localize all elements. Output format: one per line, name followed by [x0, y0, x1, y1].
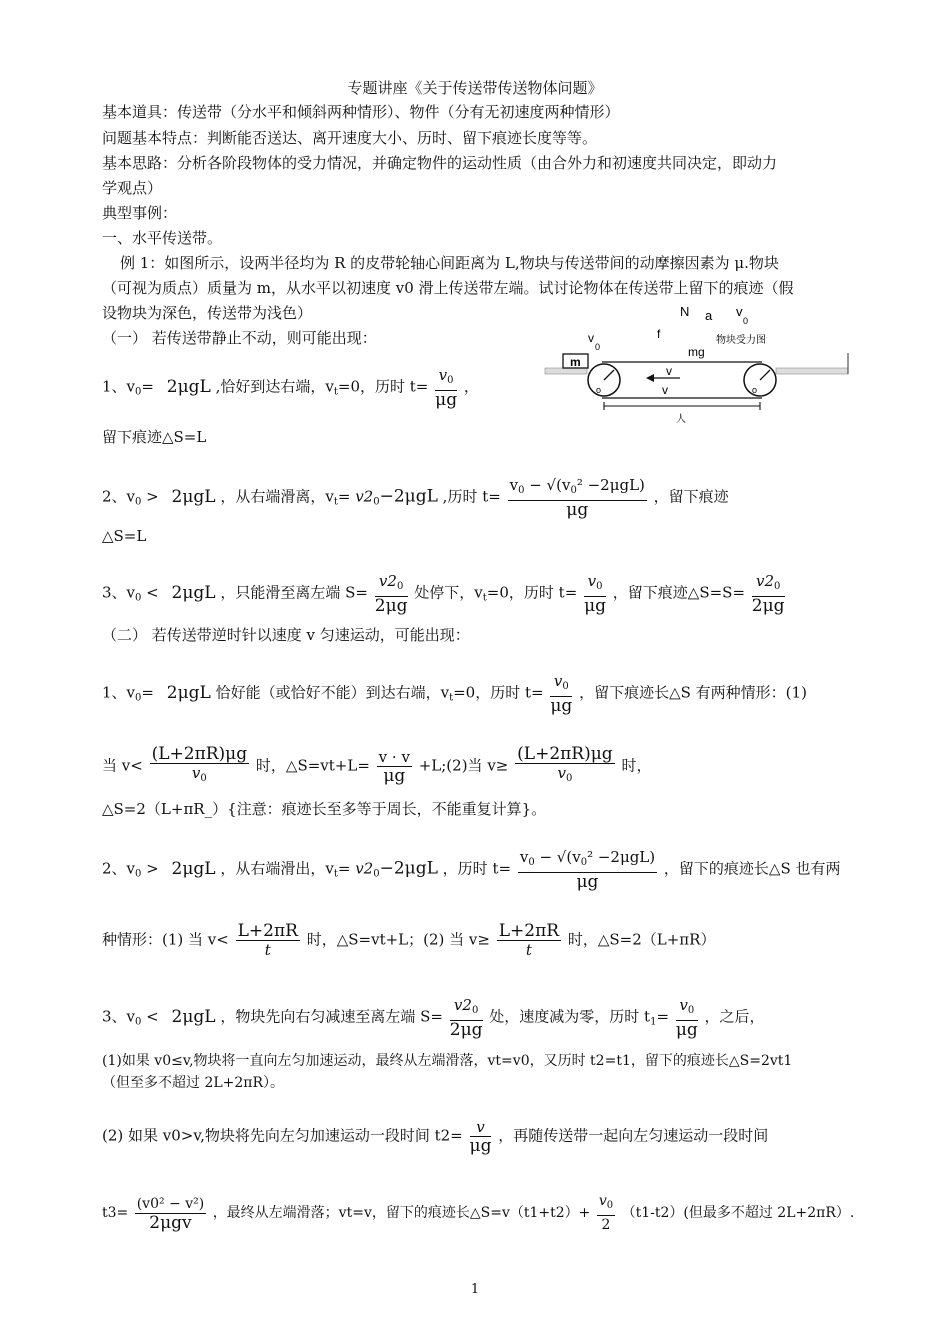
block-m-label: m: [570, 355, 581, 369]
ground-right: [776, 368, 848, 374]
diagram-v0-left-sub: 0: [595, 342, 601, 352]
case1-line1-trace: 留下痕迹△S=L: [102, 428, 207, 446]
case1-line1: 1、$v_0= 2\mu gL$ ,恰好到达右端，$v_t=0$，历时 t= $\frac{v_0}{\mu g}$ ，: [102, 366, 479, 410]
diagram-caption: 物块受力图: [716, 335, 766, 346]
example1-line1: 例 1：如图所示，设两半径均为 R 的皮带轮轴心间距离为 L,物块与传送带间的动摩擦因素为 μ.物块: [120, 254, 779, 272]
intro-features: 问题基本特点：判断能否送达、离开速度大小、历时、留下痕迹长度等等。: [102, 129, 598, 147]
case1-line2-trace: △S=L: [102, 527, 147, 545]
belt-speed-label: v: [662, 383, 668, 397]
diagram-v0-top-sub: 0: [743, 316, 749, 326]
case2-line3: 3、$v_0 < 2\mu gL$ ，物块先向右匀减速至离左端 S= $\frac{v2_0}{2\mu g}$ 处，速度减为零，历时 $t_1=$ $\frac{v_0}{\mu g}$ ，之后，: [102, 996, 765, 1040]
ground-left: [545, 368, 587, 374]
page-number: 1: [470, 1282, 480, 1297]
example1-line2: （可视为质点）质量为 m，从水平以初速度 v0 滑上传送带左端。试讨论物体在传送带上留下的痕迹（假: [102, 279, 794, 297]
case1-line2: 2、$v_0 > 2\mu gL$ ，从右端滑离，$v_t= v2_0-2\mu gL$ ,历时 t= $\frac{v_0 - √(v_0^2 -2\mu gL)}{\mu g}$ ，留下痕迹: [102, 476, 729, 520]
diagram-N: N: [680, 304, 690, 319]
diagram-v0-top: v: [736, 304, 743, 319]
case2-line1c: △S=2（L+πR_）{注意：痕迹长至多等于周长，不能重复计算}。: [102, 800, 547, 818]
example1-line3: 设物块为深色，传送带为浅色）: [102, 304, 313, 322]
case2-line1: 1、$v_0= 2\mu gL$ 恰好能（或恰好不能）到达右端，$v_t=0$，历时 t= $\frac{v_0}{\mu g}$ ，留下痕迹长△S 有两种情形：(1): [102, 672, 807, 716]
person-label: 人: [676, 414, 686, 425]
intro-tools: 基本道具：传送带（分水平和倾斜两种情形）、物件（分有无初速度两种情形）: [102, 103, 620, 121]
case2-p2: (2) 如果 v0>v,物块将先向左匀加速运动一段时间 t2= $\frac{v}{\mu g}$ ，再随传送带一起向左匀速运动一段时间: [102, 1118, 769, 1156]
diagram-f: f: [657, 327, 661, 341]
intro-examples: 典型事例：: [102, 204, 178, 222]
intro-idea-1: 基本思路：分析各阶段物体的受力情况，并确定物件的运动性质（由合外力和初速度共同决定，即动力: [102, 154, 778, 172]
case2-line1b: 当 v< $\frac{(L+2\pi R)\mu g}{v_0}$ 时，△S=vt+L= $\frac{v \cdot v}{\mu g}$ +L;(2)当 v≥ $\frac{(L+2\pi R)\mu g}{v_0}$ 时，: [102, 744, 652, 786]
case2-p1-line2: （但至多不超过 2L+2πR）。: [102, 1075, 285, 1091]
diagram-a: a: [705, 308, 713, 323]
page-title: 专题讲座《关于传送带传送物体问题》: [347, 79, 603, 97]
case2-p1-line1: (1)如果 v0≤v,物块将一直向左匀加速运动，最终从左端滑落，vt=v0，又历时 t2=t1，留下的痕迹长△S=2vt1: [102, 1053, 793, 1069]
case2-header: （二） 若传送带逆时针以速度 v 匀速运动，可能出现：: [102, 626, 470, 644]
case2-p3: t3= $\frac{\text{(v0² − v²)}}{\text{2μgv}}$ ，最终从左端滑落；vt=v，留下的痕迹长△S=v（t1+t2）+ $\frac{v_0}{2}$ （t1-t2）(但最多不超过 2L+2πR）.: [102, 1193, 855, 1233]
pulley-left-center: o: [596, 385, 602, 395]
velocity-label: v: [666, 364, 672, 378]
diagram-v0-left: v: [588, 331, 594, 345]
pulley-right-center: o: [752, 385, 758, 395]
case2-line2b: 种情形：(1) 当 v< $\frac{L+2\pi R}{t}$ 时，△S=vt+L；(2) 当 v≥ $\frac{L+2\pi R}{t}$ 时，△S=2（L+πR）: [102, 921, 716, 959]
intro-idea-2: 学观点）: [102, 179, 163, 197]
case1-header: （一） 若传送带静止不动，则可能出现：: [102, 329, 377, 347]
conveyor-diagram: [540, 298, 860, 428]
diagram-mg: mg: [688, 345, 705, 359]
section-heading: 一、水平传送带。: [102, 229, 223, 247]
case2-line2: 2、$v_0 > 2\mu gL$ ，从右端滑出，$v_t= v2_0-2\mu gL$ ，历时 t= $\frac{v_0 - √(v_0^2 -2\mu gL)}{\mu g}$ ，留下的痕迹长△S 也有两: [102, 848, 841, 892]
case1-line3: 3、$v_0 < 2\mu gL$ ，只能滑至离左端 S= $\frac{v2_0}{2\mu g}$ 处停下，$v_t=0$，历时 t= $\frac{v_0}{\mu g}$ ，留下痕迹△S=S= $\frac{v2_0}{2\mu g}$: [102, 572, 785, 616]
